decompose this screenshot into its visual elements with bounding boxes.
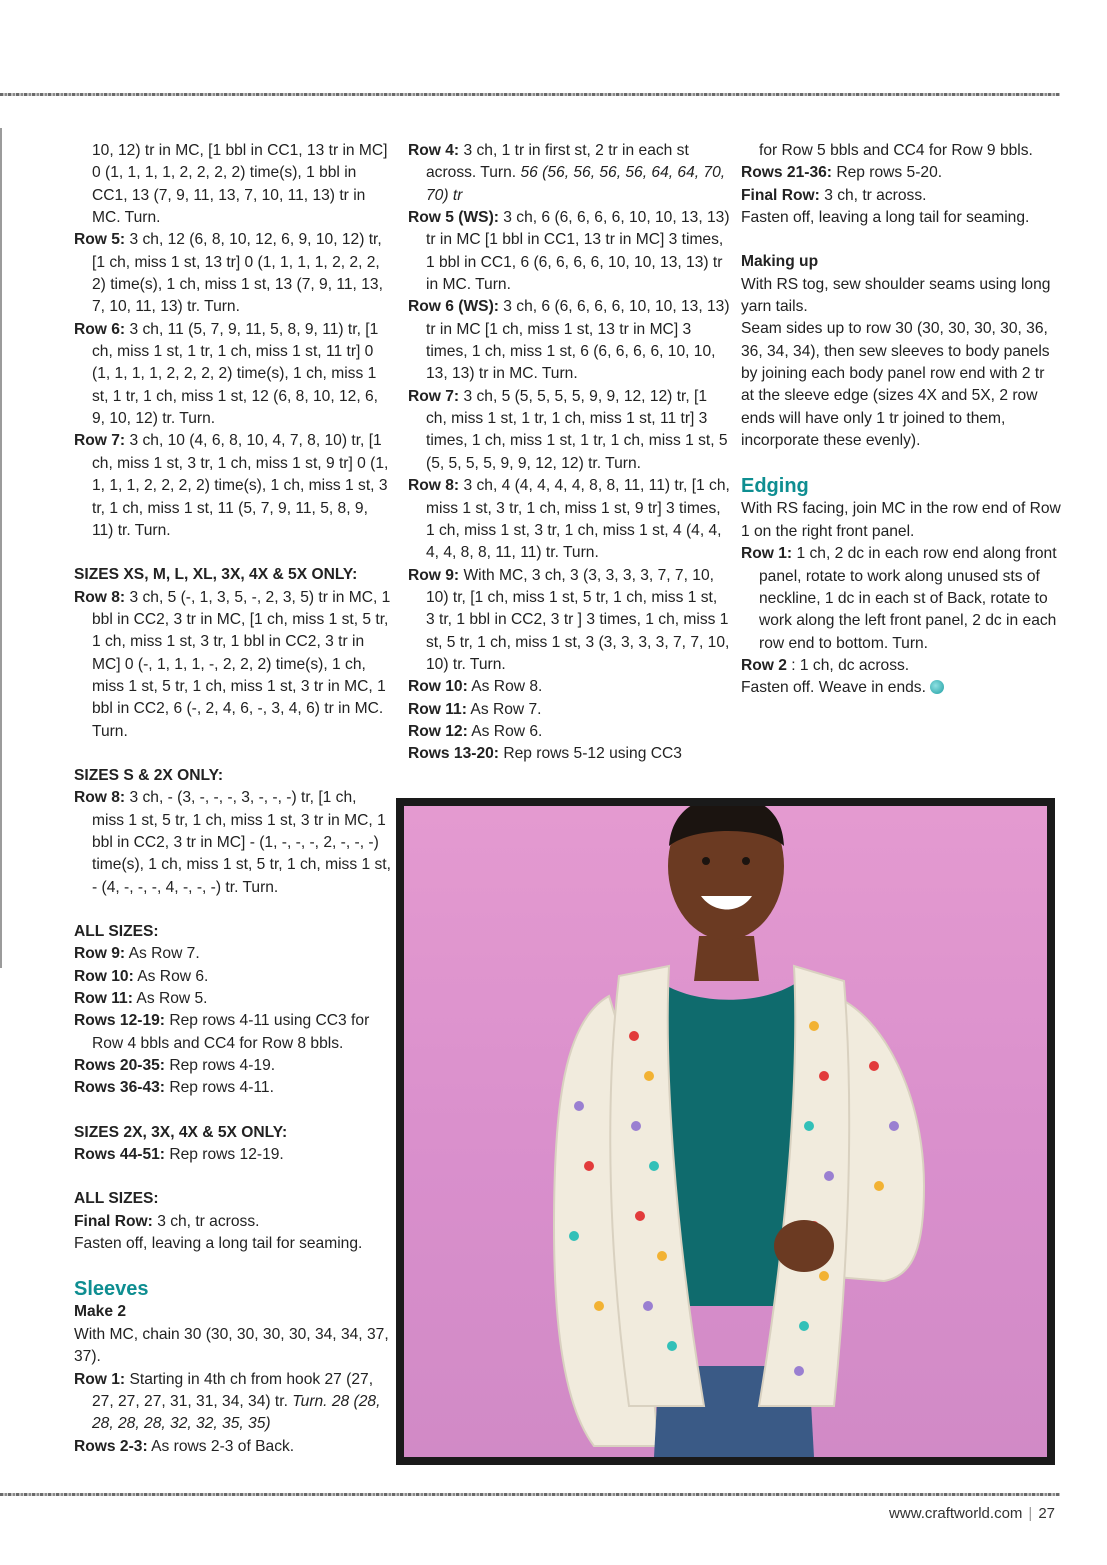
row-instruction: As Row 7. <box>128 945 200 963</box>
pattern-row <box>741 185 1061 207</box>
spacer <box>74 542 392 564</box>
subheading: ALL SIZES: <box>74 1190 159 1208</box>
row-instruction: Rep rows 4-11. <box>169 1079 274 1097</box>
yarn-ball-icon <box>930 680 944 694</box>
row-label: Rows 20-35: <box>74 1057 165 1075</box>
row-instruction: 3 ch, 10 (4, 6, 8, 10, 4, 7, 8, 10) tr, [1 ch, miss 1 st, 3 tr, 1 ch, miss 1 st, 9 tr] 0 (1, 1, 1, 1, 2, 2, 2, 2) time(s), 1 ch, miss 1 st, 3 tr, 1 ch, miss 1 st, 11 (5, 7, 9, 11, 5, 8, 9, 11) tr. Turn. <box>92 432 389 539</box>
instruction-text-content: Fasten off. Weave in ends. <box>741 679 926 697</box>
subheading: Make 2 <box>74 1303 127 1321</box>
instruction-text <box>741 677 1061 699</box>
section-heading: Sleeves <box>74 1278 149 1301</box>
footer-separator: | <box>1028 1505 1033 1522</box>
pattern-row <box>74 1369 392 1436</box>
row-instruction: As Row 6. <box>137 967 209 985</box>
model-photo <box>396 798 1055 1465</box>
instruction-text-content: Fasten off, leaving a long tail for seaming. <box>74 1235 363 1253</box>
row-label: Row 12: <box>408 722 468 740</box>
row-instruction: With MC, 3 ch, 3 (3, 3, 3, 3, 7, 7, 10, 10) tr, [1 ch, miss 1 st, 5 tr, 1 ch, miss 1 st, 3 tr, 1 bbl in CC2, 3 tr ] 3 times, 1 ch, miss 1 st, 5 tr, 1 ch, miss 1 st, 3 (3, 3, 3, 3, 7, 7, 10, 10) tr. Turn. <box>426 566 730 673</box>
row-label: Rows 2-3: <box>74 1437 148 1455</box>
row-label: Row 8: <box>74 588 126 606</box>
pattern-row <box>74 787 392 899</box>
pattern-row <box>74 229 392 318</box>
pattern-row <box>408 140 730 207</box>
row-label: Row 2 <box>741 656 787 674</box>
bottom-rule <box>0 1493 1060 1496</box>
row-instruction: As rows 2-3 of Back. <box>151 1437 295 1455</box>
row-label: Rows 12-19: <box>74 1012 165 1030</box>
row-instruction: As Row 5. <box>136 990 208 1008</box>
row-instruction: Rep rows 12-19. <box>169 1146 284 1164</box>
row-instruction: 3 ch, tr across. <box>157 1212 260 1230</box>
row-label: Row 11: <box>74 990 133 1008</box>
row-instruction: 3 ch, - (3, -, -, -, 3, -, -, -) tr, [1 ch, miss 1 st, 5 tr, 1 ch, miss 1 st, 3 tr in MC, 1 bbl in CC2, 3 tr in MC] - (1, -, -, -, 2, -, -, -) time(s), 1 ch, miss 1 st, 5 tr, 1 ch, miss 1 st, - (4, -, -, -, 4, -, -, -) tr. Turn. <box>92 789 391 896</box>
row-stitch-count: Turn. 28 (28, 28, 28, 28, 32, 32, 35, 35) <box>92 1392 381 1433</box>
column-left <box>74 140 392 1458</box>
column-right <box>741 140 1061 700</box>
row-label: Final Row: <box>741 186 820 204</box>
row-label: Row 10: <box>408 678 468 696</box>
pattern-row <box>74 1055 392 1077</box>
instruction-text <box>741 274 1061 319</box>
pattern-row <box>74 430 392 542</box>
row-instruction: 3 ch, 1 tr in first st, 2 tr in each st across. Turn. <box>426 142 689 182</box>
continued-instruction: 10, 12) tr in MC, [1 bbl in CC1, 13 tr in MC] 0 (1, 1, 1, 1, 2, 2, 2, 2) time(s), 1 bbl in CC1, 13 (7, 9, 11, 13, 7, 10, 11, 13) tr in MC. Turn. <box>92 142 388 227</box>
instruction-text-content: With RS facing, join MC in the row end of Row 1 on the right front panel. <box>741 500 1061 540</box>
pattern-row <box>408 743 730 765</box>
row-label: Row 8: <box>408 477 460 495</box>
row-label: Final Row: <box>74 1212 153 1230</box>
instruction-text <box>741 318 1061 452</box>
model-illustration <box>404 806 1047 1457</box>
pattern-row <box>74 1436 392 1458</box>
pattern-row <box>408 475 730 564</box>
page-footer <box>889 1505 1055 1522</box>
row-label: Row 8: <box>74 789 126 807</box>
row-instruction: 3 ch, tr across. <box>824 186 927 204</box>
row-instruction: 3 ch, 11 (5, 7, 9, 11, 5, 8, 9, 11) tr, [1 ch, miss 1 st, 1 tr, 1 ch, miss 1 st, 11 tr] 0 (1, 1, 1, 1, 2, 2, 2, 2) time(s), 1 ch, miss 1 st, 1 tr, 1 ch, miss 1 st, 12 (6, 8, 10, 12, 6, 9, 10, 12) tr. Turn. <box>92 320 379 428</box>
instruction-text <box>741 207 1061 229</box>
pattern-row <box>74 943 392 965</box>
row-label: Row 5: <box>74 231 126 249</box>
pattern-row <box>74 587 392 743</box>
row-instruction: As Row 7. <box>470 700 542 718</box>
row-stitch-count: 56 (56, 56, 56, 56, 64, 64, 70, 70) tr <box>426 164 726 204</box>
row-instruction: 3 ch, 6 (6, 6, 6, 6, 10, 10, 13, 13) tr in MC [1 ch, miss 1 st, 13 tr in MC] 3 times, 1 ch, miss 1 st, 6 (6, 6, 6, 6, 10, 10, 13, 13) tr in MC. Turn. <box>426 298 730 383</box>
row-instruction: 3 ch, 5 (5, 5, 5, 5, 9, 9, 12, 12) tr, [1 ch, miss 1 st, 1 tr, 1 ch, miss 1 st, 11 tr] 3 times, 1 ch, miss 1 st, 1 tr, 1 ch, miss 1 st, 5 (5, 5, 5, 5, 9, 9, 12, 12) tr. Turn. <box>426 387 728 472</box>
continued-instruction: for Row 5 bbls and CC4 for Row 9 bbls. <box>759 142 1033 159</box>
row-label: Rows 13-20: <box>408 745 499 763</box>
row-label: Rows 21-36: <box>741 164 832 182</box>
pattern-row <box>408 565 730 677</box>
pattern-row <box>408 721 730 743</box>
spacer <box>74 899 392 921</box>
row-label: Row 11: <box>408 700 467 718</box>
spacer <box>74 743 392 765</box>
pattern-row <box>408 676 730 698</box>
left-margin-bar <box>0 128 2 968</box>
instruction-text <box>74 1324 392 1369</box>
pattern-row <box>74 319 392 431</box>
row-label: Rows 36-43: <box>74 1079 165 1097</box>
page-number: 27 <box>1038 1505 1055 1522</box>
row-instruction: 3 ch, 6 (6, 6, 6, 6, 10, 10, 13, 13) tr in MC [1 bbl in CC1, 13 tr in MC] 3 times, 1 bbl in CC1, 6 (6, 6, 6, 6, 10, 10, 13, 13) tr in MC. Turn. <box>426 209 730 294</box>
row-instruction: Rep rows 4-11 using CC3 for Row 4 bbls and CC4 for Row 8 bbls. <box>92 1012 370 1052</box>
instruction-text-content: With MC, chain 30 (30, 30, 30, 30, 34, 34, 37, 37). <box>74 1325 389 1366</box>
subheading: SIZES XS, M, L, XL, 3X, 4X & 5X ONLY: <box>74 566 358 584</box>
pattern-row <box>74 1077 392 1099</box>
subheading: SIZES 2X, 3X, 4X & 5X ONLY: <box>74 1123 288 1141</box>
pattern-row <box>408 386 730 475</box>
pattern-row <box>741 543 1061 655</box>
row-instruction: Rep rows 4-19. <box>169 1057 276 1075</box>
top-rule <box>0 93 1060 96</box>
column-middle <box>408 140 730 766</box>
spacer <box>74 1100 392 1122</box>
row-instruction: As Row 6. <box>471 722 543 740</box>
row-instruction: Rep rows 5-20. <box>836 164 943 182</box>
pattern-row <box>74 1010 392 1055</box>
instruction-text <box>741 498 1061 543</box>
row-label: Row 7: <box>408 387 460 405</box>
pattern-row <box>408 296 730 385</box>
spacer <box>74 1166 392 1188</box>
row-label: Row 5 (WS): <box>408 209 499 227</box>
row-instruction: 1 ch, 2 dc in each row end along front panel, rotate to work along unused sts of neckline, 1 dc in each st of Back, rotate to work along the left front panel, 2 dc in each row end to bottom. Turn. <box>759 545 1057 652</box>
subheading: SIZES S & 2X ONLY: <box>74 766 224 784</box>
instruction-text-content: Seam sides up to row 30 (30, 30, 30, 30, 36, 36, 34, 34), then sew sleeves to body panels by joining each body panel row end with 2 tr at the sleeve edge (sizes 4X and 5X, 2 row ends will have only 1 tr joined to them, incorporate these evenly). <box>741 320 1050 450</box>
row-label: Row 6 (WS): <box>408 298 499 316</box>
pattern-row <box>741 655 1061 677</box>
row-label: Row 7: <box>74 432 126 450</box>
section-heading: Edging <box>741 475 809 498</box>
pattern-row <box>74 966 392 988</box>
row-label: Row 9: <box>74 945 126 963</box>
row-label: Row 6: <box>74 320 126 338</box>
row-instruction: 3 ch, 12 (6, 8, 10, 12, 6, 9, 10, 12) tr, [1 ch, miss 1 st, 13 tr] 0 (1, 1, 1, 1, 2, 2, 2, 2) time(s), 1 ch, miss 1 st, 13 (7, 9, 11, 13, 7, 10, 11, 13) tr. Turn. <box>92 231 383 316</box>
row-instruction: Starting in 4th ch from hook 27 (27, 27, 27, 27, 31, 31, 34, 34) tr. <box>92 1370 374 1410</box>
row-label: Row 1: <box>741 545 793 563</box>
row-label: Rows 44-51: <box>74 1146 165 1164</box>
instruction-text-content: With RS tog, sew shoulder seams using long yarn tails. <box>741 275 1051 316</box>
instruction-text <box>74 1233 392 1255</box>
row-instruction: 3 ch, 5 (-, 1, 3, 5, -, 2, 3, 5) tr in MC, 1 bbl in CC2, 3 tr in MC, [1 ch, miss 1 st, 5 tr, 1 ch, miss 1 st, 3 tr, 1 bbl in CC2, 3 tr in MC] 0 (-, 1, 1, 1, -, 2, 2, 2) time(s), 1 ch, miss 1 st, 5 tr, 1 ch, miss 1 st, 3 tr in MC, 1 bbl in CC2, 6 (-, 2, 4, 6, -, 3, 4, 6) tr in MC. Turn. <box>92 588 391 740</box>
footer-url[interactable]: www.craftworld.com <box>889 1505 1023 1522</box>
pattern-row <box>741 162 1061 184</box>
subheading: Making up <box>741 253 819 271</box>
pattern-row <box>74 1144 392 1166</box>
row-instruction: : 1 ch, dc across. <box>791 656 910 674</box>
spacer <box>741 229 1061 251</box>
pattern-row <box>408 207 730 296</box>
row-instruction: As Row 8. <box>471 678 543 696</box>
instruction-text-content: Fasten off, leaving a long tail for seaming. <box>741 209 1030 227</box>
pattern-row <box>74 1211 392 1233</box>
row-label: Row 4: <box>408 142 460 159</box>
row-instruction: 3 ch, 4 (4, 4, 4, 4, 8, 8, 11, 11) tr, [1 ch, miss 1 st, 3 tr, 1 ch, miss 1 st, 9 tr] 3 times, 1 ch, miss 1 st, 3 tr, 1 ch, miss 1 st, 4 (4, 4, 4, 4, 8, 8, 11, 11) tr. Turn. <box>426 477 730 562</box>
spacer <box>741 452 1061 474</box>
row-label: Row 1: <box>74 1370 126 1388</box>
row-label: Row 9: <box>408 566 460 584</box>
row-instruction: Rep rows 5-12 using CC3 <box>503 745 682 763</box>
pattern-row <box>74 988 392 1010</box>
pattern-row <box>408 699 730 721</box>
spacer <box>74 1255 392 1277</box>
subheading: ALL SIZES: <box>74 923 159 940</box>
row-label: Row 10: <box>74 967 134 985</box>
